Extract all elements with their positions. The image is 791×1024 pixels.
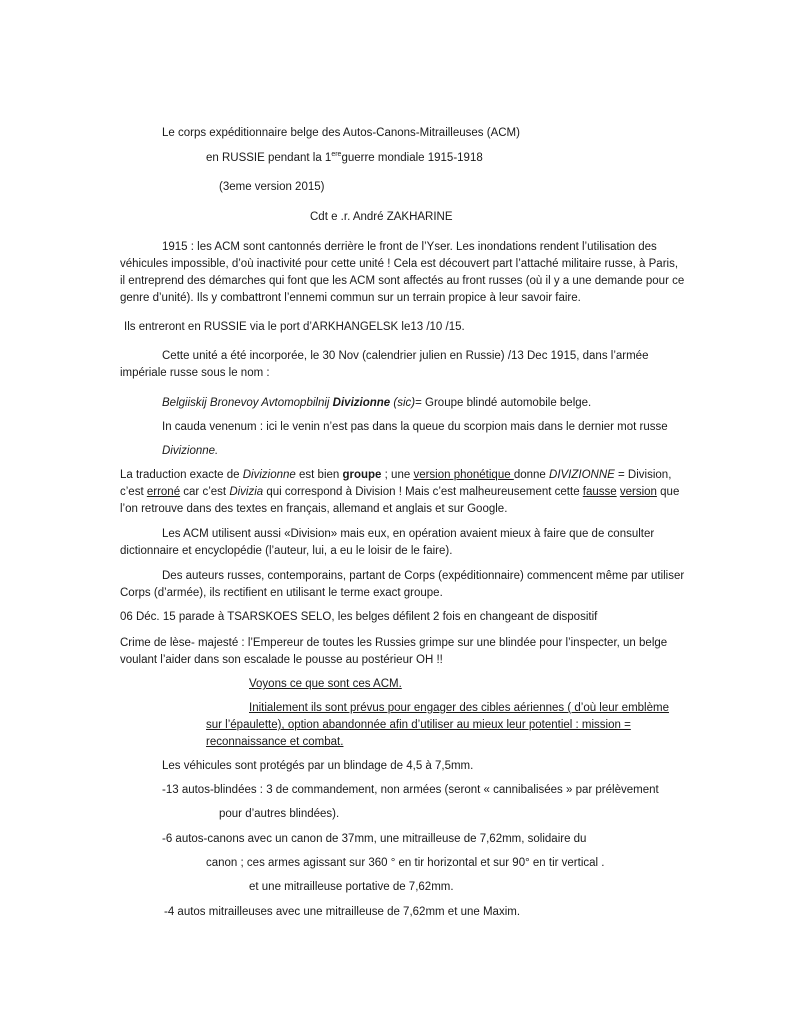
autos-blindees-line-1: -13 autos-blindées : 3 de commandement, non armées (seront « cannibalisées » par prélèvement (162, 784, 659, 796)
t2-version: version (619, 486, 657, 498)
authors-line-2: Corps (d’armée), ils rectifient en utilisant le terme exact groupe. (120, 587, 443, 599)
voyons-heading: Voyons ce que sont ces ACM. (249, 678, 402, 690)
autos-mitrailleuses-line: -4 autos mitrailleuses avec une mitrailleuse de 7,62mm et une Maxim. (164, 906, 521, 918)
initialement-line-2: sur l’épaulette), option abandonnée afin d’utiliser au mieux leur potentiel : mission = (206, 719, 631, 731)
division-line-2: dictionnaire et encyclopédie (l’auteur, lui, a eu le loisir de le faire). (120, 545, 453, 557)
parade-line: 06 Déc. 15 parade à TSARSKOES SELO, les belges défilent 2 fois en changeant de dispositif (120, 611, 598, 623)
entry-line: Ils entreront en RUSSIE via le port d’ARKHANGELSK le13 /10 /15. (124, 321, 465, 333)
russian-name-line (162, 396, 591, 411)
t1-g: donne (513, 469, 550, 481)
russian-name-translation: = Groupe blindé automobile belge. (415, 397, 592, 409)
author-line: Cdt e .r. André ZAKHARINE (310, 211, 453, 223)
translation-line-1 (120, 468, 671, 483)
russian-name-sic: (sic) (390, 397, 416, 409)
para-1915-line-4: genre d’unité). Ils y combattront l’ennemi commun sur un terrain propice à leur savoir faire. (120, 292, 581, 304)
t1-version-phonetique: version phonétique (413, 469, 514, 481)
lese-majeste-line-1: Crime de lèse- majesté : l’Empereur de toutes les Russies grimpe sur une blindée pour l’inspecter, un belge (120, 637, 668, 649)
para-1915-line-1: 1915 : les ACM sont cantonnés derrière le front de l’Yser. Les inondations rendent l’utilisation des (162, 241, 657, 253)
autos-canons-line-1: -6 autos-canons avec un canon de 37mm, une mitrailleuse de 7,62mm, solidaire du (162, 833, 587, 845)
t2-errone: erroné (146, 486, 181, 498)
t1-e: ; une (381, 469, 414, 481)
incorporation-line-2: impériale russe sous le nom : (120, 367, 270, 379)
title-superscript: ere (331, 151, 342, 158)
division-line-1: Les ACM utilisent aussi «Division» mais eux, en opération avaient mieux à faire que de consulter (162, 528, 655, 540)
translation-line-2 (120, 485, 679, 500)
para-1915-line-3: il entreprend des démarches qui font que les ACM sont affectés au front russes (où il y a une demande pour ce (120, 275, 685, 287)
title-line-2 (206, 151, 483, 166)
para-1915-line-2: véhicules impossible, d’où inactivité pour cette unité ! Cela est découvert part l’attaché militaire russe, à Paris, (120, 258, 679, 270)
autos-blindees-line-2: pour d’autres blindées). (219, 808, 340, 820)
cauda-word: Divizionne. (162, 445, 219, 457)
title-line-2-b: guerre mondiale 1915-1918 (341, 152, 483, 164)
title-line-1: Le corps expéditionnaire belge des Autos-Canons-Mitrailleuses (ACM) (162, 127, 520, 139)
incorporation-line-1: Cette unité a été incorporée, le 30 Nov (calendrier julien en Russie) /13 Dec 1915, dans l’armée (162, 350, 649, 362)
t2-c: car c’est (180, 486, 230, 498)
autos-canons-line-3: et une mitrailleuse portative de 7,62mm. (249, 881, 454, 893)
autos-canons-line-2: canon ; ces armes agissant sur 360 ° en tir horizontal et sur 90° en tir vertical . (206, 857, 605, 869)
blindage-line: Les véhicules sont protégés par un blindage de 4,5 à 7,5mm. (162, 760, 474, 772)
t2-i: que (656, 486, 680, 498)
translation-line-3: l’on retrouve dans des textes en français, allemand et anglais et sur Google. (120, 503, 508, 515)
lese-majeste-line-2: voulant l’aider dans son escalade le pousse au postérieur OH !! (120, 654, 443, 666)
t1-c: est bien (295, 469, 343, 481)
t1-a: La traduction exacte de (120, 469, 243, 481)
t1-i: = Division, (614, 469, 672, 481)
t1-groupe: groupe (342, 469, 382, 481)
russian-name-bold: Divizionne (332, 397, 391, 409)
t1-divizionne: Divizionne (242, 469, 296, 481)
version-line: (3eme version 2015) (219, 181, 325, 193)
t1-divizionne-caps: DIVIZIONNE (549, 469, 615, 481)
initialement-line-3: reconnaissance et combat. (206, 736, 344, 748)
t2-fausse: fausse (582, 486, 617, 498)
authors-line-1: Des auteurs russes, contemporains, partant de Corps (expéditionnaire) commencent même par utiliser (162, 570, 685, 582)
t2-divizia: Divizia (229, 486, 264, 498)
initialement-line-1: Initialement ils sont prévus pour engager des cibles aériennes ( d’où leur emblème (249, 702, 669, 714)
t2-a: c’est (120, 486, 147, 498)
title-line-2-a: en RUSSIE pendant la 1 (206, 152, 332, 164)
t2-e: qui correspond à Division ! Mais c’est malheureusement cette (263, 486, 583, 498)
russian-name-italic: Belgiiskij Bronevoy Avtomopbilnij (162, 397, 333, 409)
cauda-line: In cauda venenum : ici le venin n’est pas dans la queue du scorpion mais dans le dernier mot russe (162, 421, 668, 433)
